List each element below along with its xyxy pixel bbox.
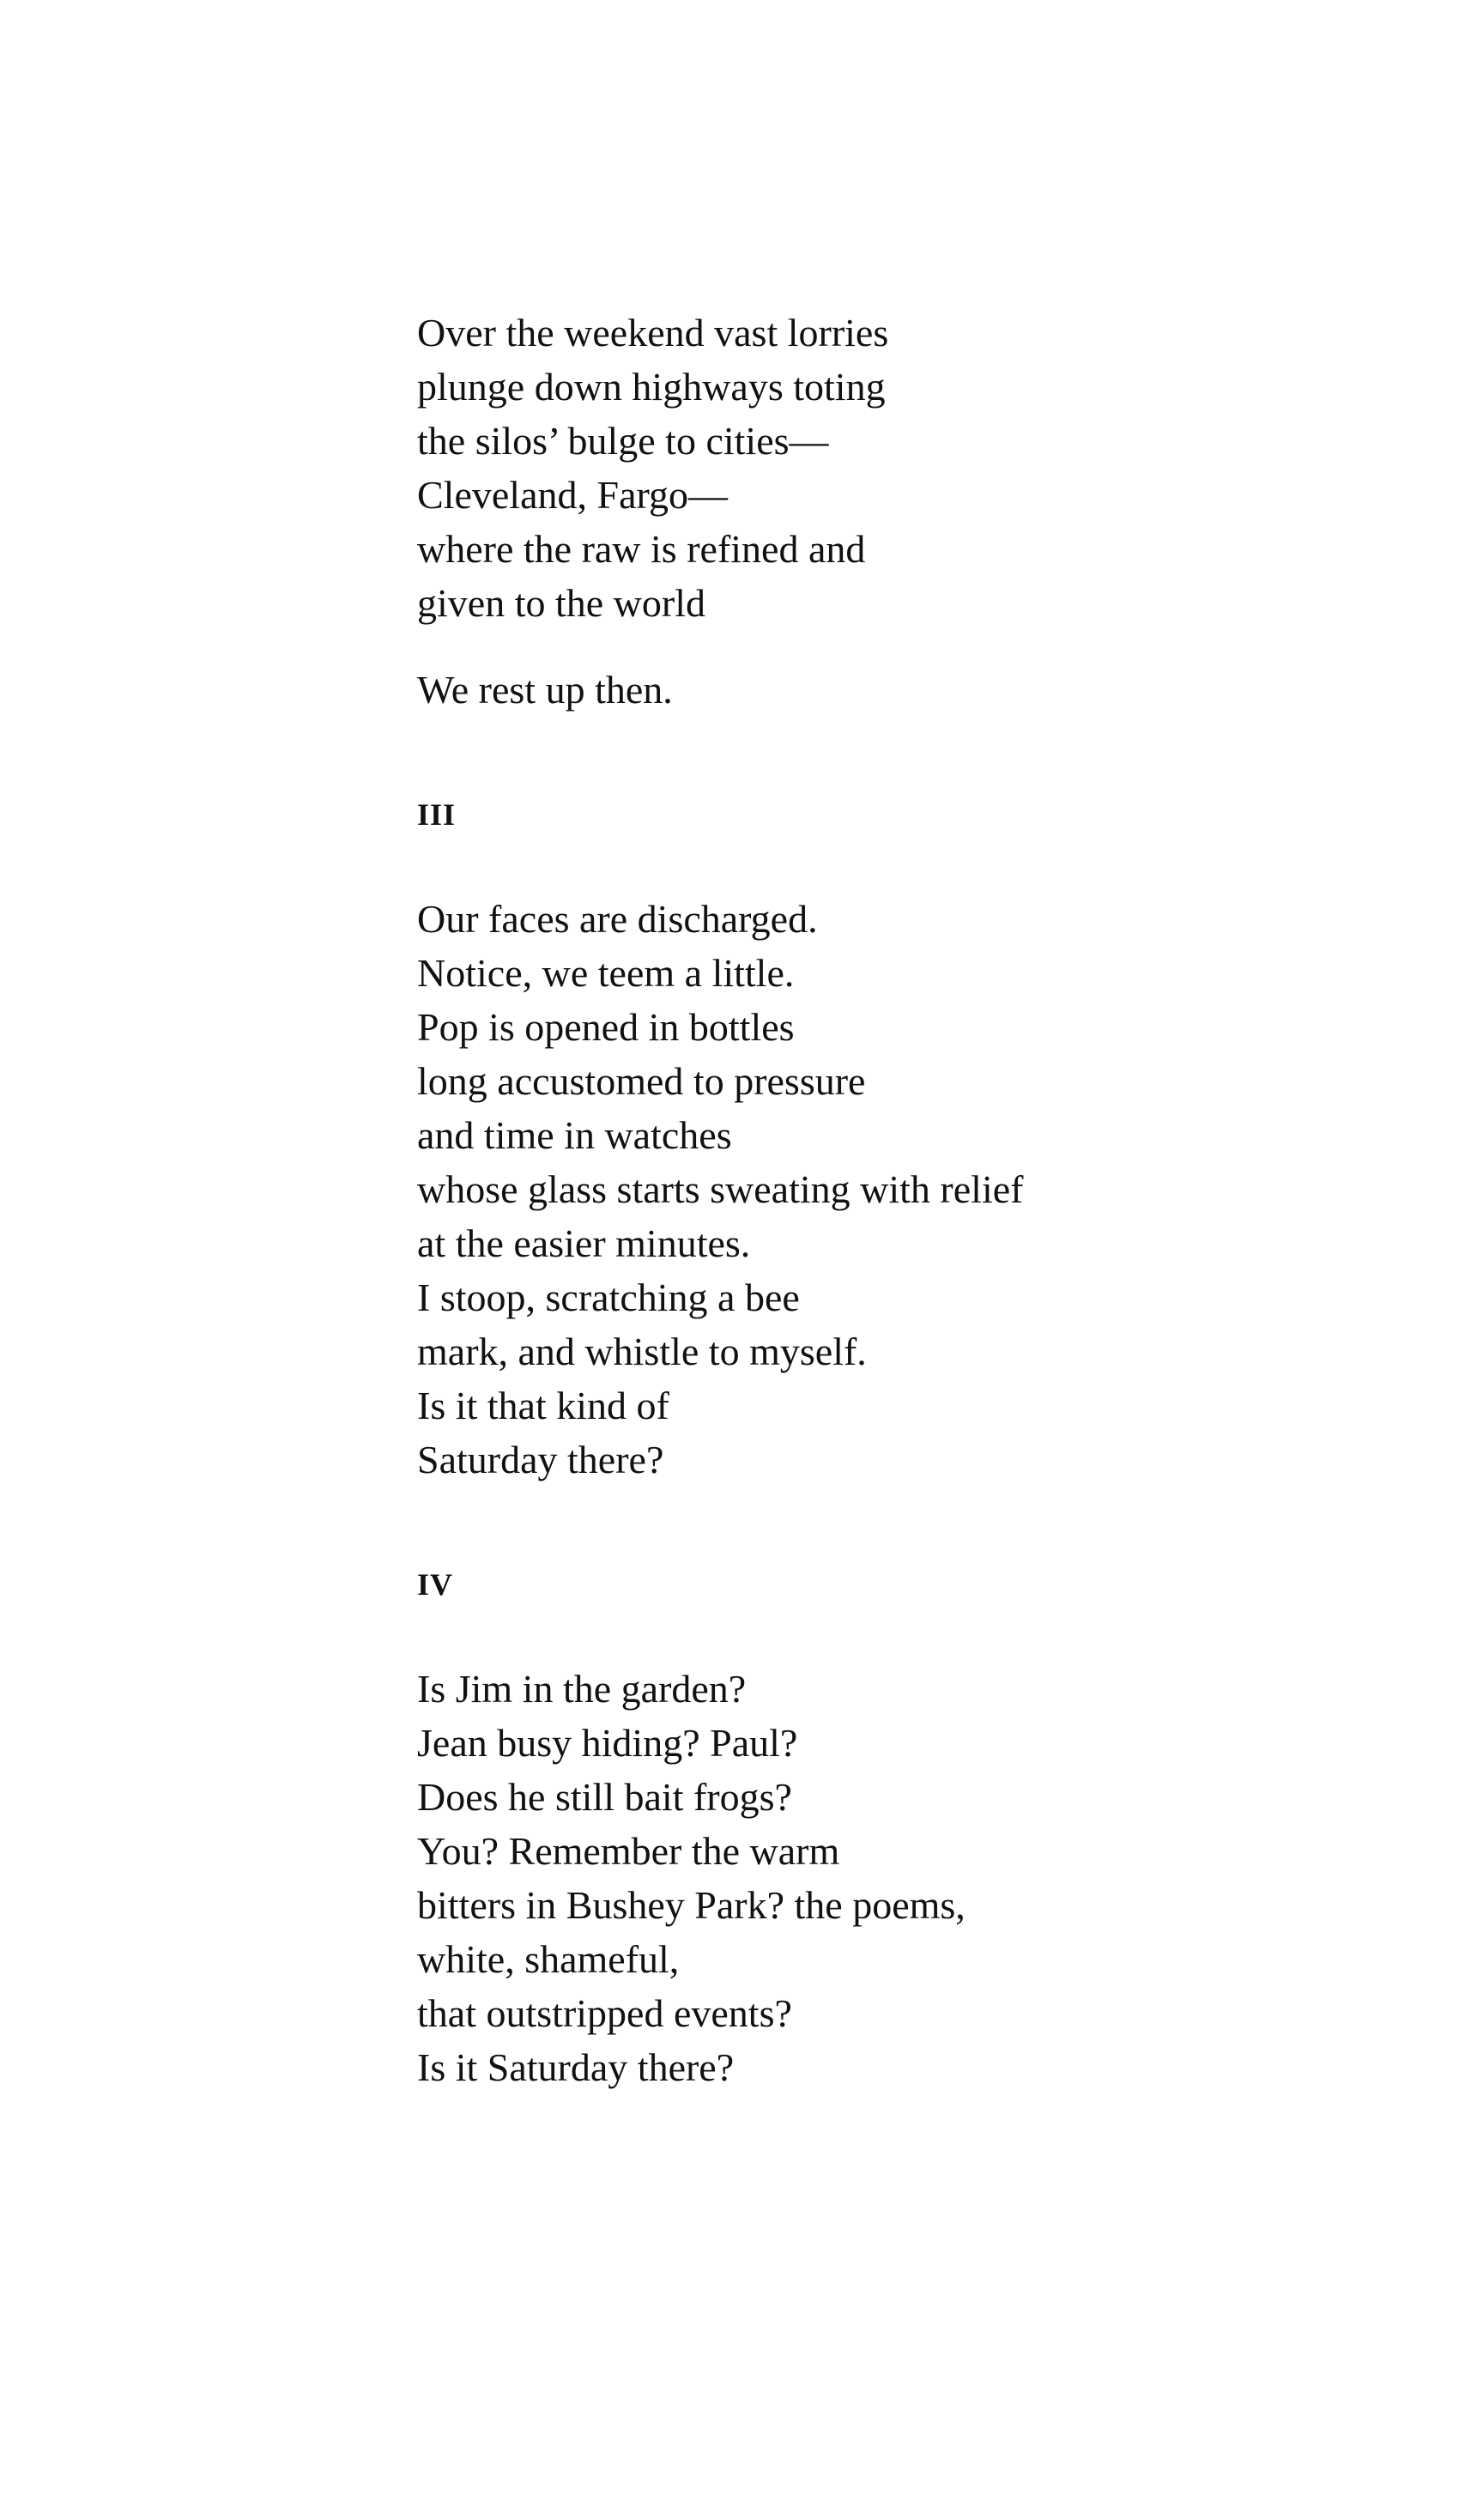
poem-line: Jean busy hiding? Paul? [417,1721,798,1765]
poem-line: where the raw is refined and [417,527,866,571]
poem-line: given to the world [417,581,705,625]
poem-line: Does he still bait frogs? [417,1775,792,1819]
poem-line: that outstripped events? [417,1991,792,2035]
poem-line: mark, and whistle to myself. [417,1330,867,1373]
poem-line: white, shameful, [417,1937,680,1981]
poem-text [417,306,1361,2094]
poem-line: and time in watches [417,1113,732,1157]
poem-line: long accustomed to pressure [417,1059,866,1103]
stanza-2 [417,663,1361,717]
stanza-3 [417,892,1361,1487]
stanza-1 [417,306,1361,630]
section-heading-iv: IV [417,1567,454,1602]
poem-line: Cleveland, Fargo— [417,473,728,517]
poem-line: plunge down highways toting [417,365,886,409]
poem-line: Is Jim in the garden? [417,1667,747,1711]
poem-line: bitters in Bushey Park? the poems, [417,1883,966,1927]
poem-line: Saturday there? [417,1438,664,1481]
poem-line: Notice, we teem a little. [417,951,795,995]
poem-line: You? Remember the warm [417,1829,840,1873]
poem-line: We rest up then. [417,668,673,712]
poem-line: the silos’ bulge to cities— [417,419,829,463]
stanza-4 [417,1662,1361,2094]
poem-line: Pop is opened in bottles [417,1005,795,1049]
poem-line: Over the weekend vast lorries [417,311,889,354]
section-heading-iii: III [417,797,457,832]
poem-line: Our faces are discharged. [417,897,818,941]
poem-line: at the easier minutes. [417,1221,751,1265]
poem-line: Is it that kind of [417,1384,669,1427]
poem-line: Is it Saturday there? [417,2045,735,2089]
poem-line: whose glass starts sweating with relief [417,1167,1024,1211]
poem-line: I stoop, scratching a bee [417,1275,800,1319]
